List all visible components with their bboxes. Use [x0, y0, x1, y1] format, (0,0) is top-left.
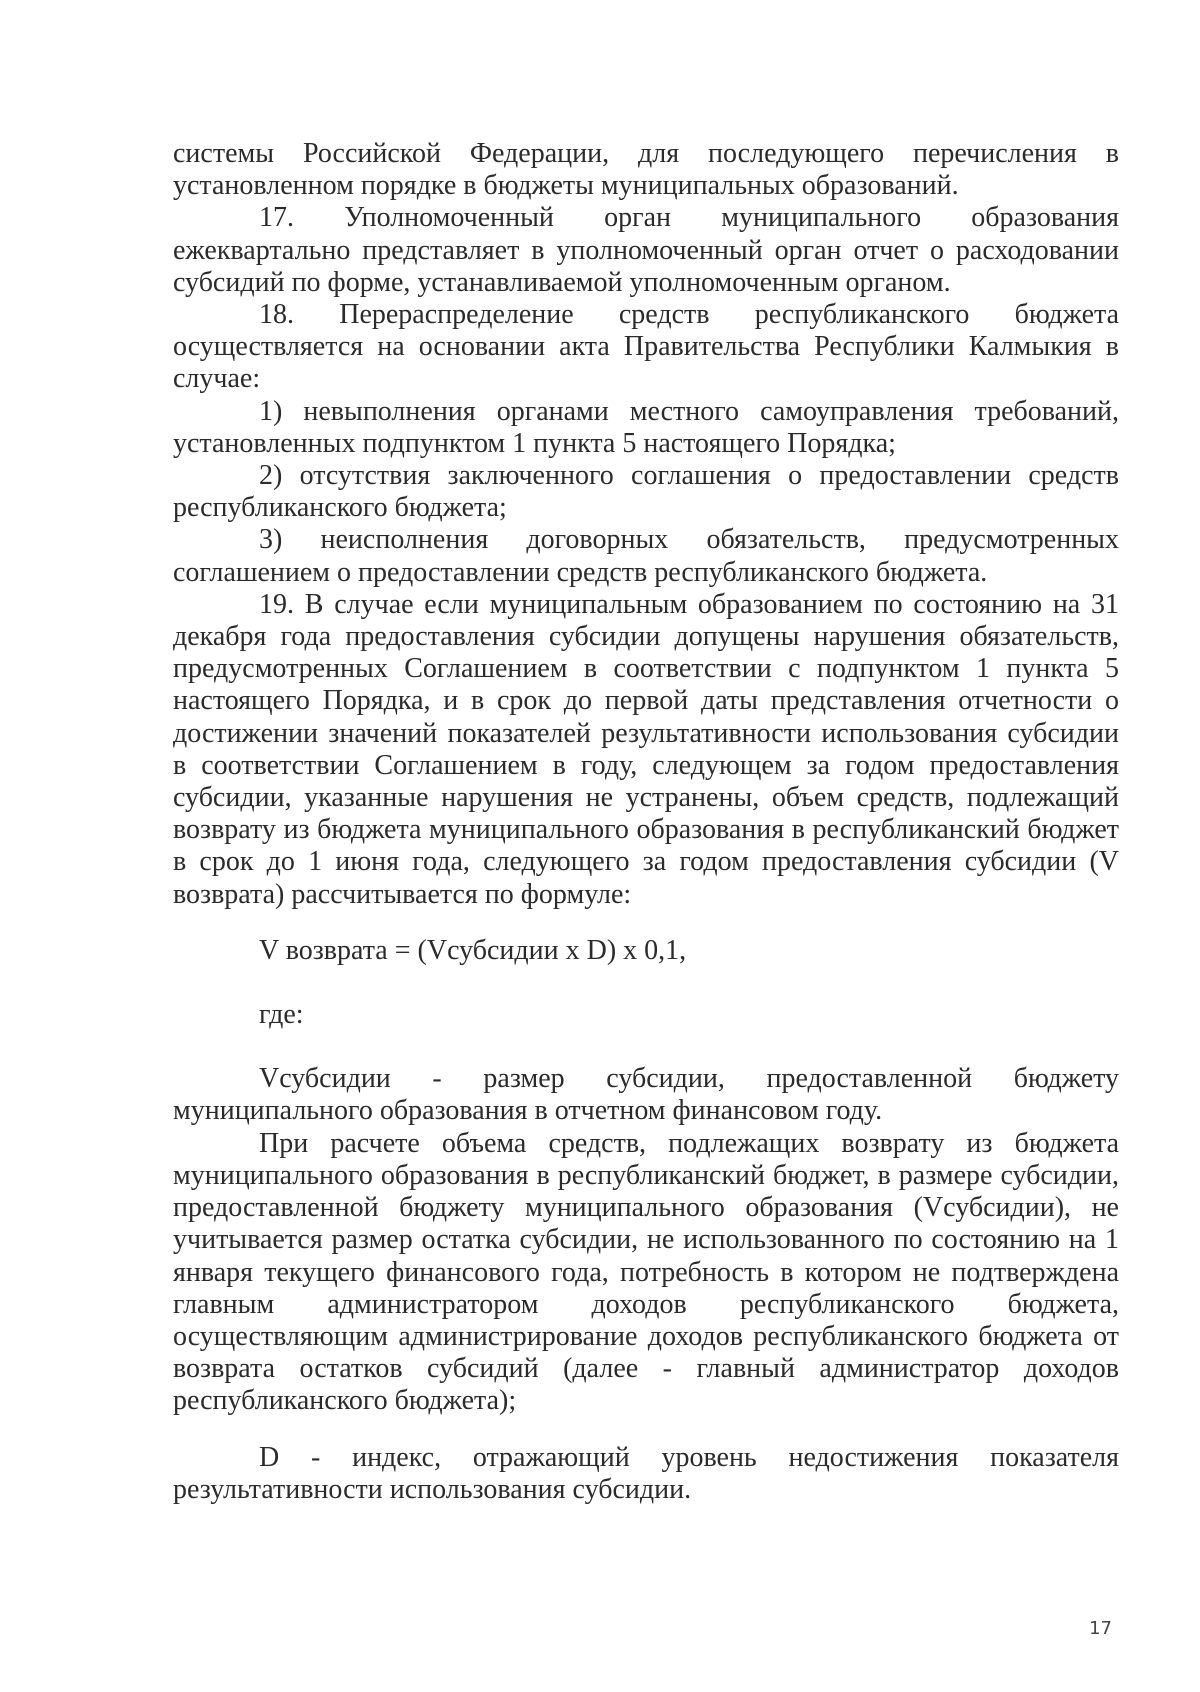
list-item-3: 3) неисполнения договорных обязательств, предусмотренных соглашением о предоставлении средств республиканского бюджета.	[173, 524, 1119, 588]
where-label: где:	[259, 999, 304, 1031]
list-item-1: 1) невыполнения органами местного самоуправления требований, установленных подпунктом 1 пункта 5 настоящего Порядка;	[173, 395, 1119, 459]
paragraph-18: 18. Перераспределение средств республиканского бюджета осуществляется на основании акта Правительства Республики Калмыкия в случае:	[173, 299, 1119, 395]
definition-d-index: D - индекс, отражающий уровень недостижения показателя результативности использования субсидии.	[173, 1441, 1119, 1505]
paragraph-19: 19. В случае если муниципальным образованием по состоянию на 31 декабря года предоставления субсидии допущены нарушения обязательств, предусмотренных Соглашением в соответствии с подпунктом 1 пункта 5 настоящего Порядка, и в срок до первой даты представления отчетности о достижении значений показателей результативности использования субсидии в соответствии Соглашением в году, следующем за годом предоставления субсидии, указанные нарушения не устранены, объем средств, подлежащий возврату из бюджета муниципального образования в республиканский бюджет в срок до 1 июня года, следующего за годом предоставления субсидии (V возврата) рассчитывается по формуле:	[173, 588, 1119, 910]
paragraph-calculation-note: При расчете объема средств, подлежащих возврату из бюджета муниципального образования в республиканский бюджет, в размере субсидии, предоставленной бюджету муниципального образования (Vсубсидии), не учитывается размер остатка субсидии, не использованного по состоянию на 1 января текущего финансового года, потребность в котором не подтверждена главным администратором доходов республиканского бюджета, осуществляющим администрирование доходов республиканского бюджета от возврата остатков субсидий (далее - главный администратор доходов республиканского бюджета);	[173, 1127, 1119, 1417]
list-item-2: 2) отсутствия заключенного соглашения о предоставлении средств республиканского бюджета;	[173, 460, 1119, 524]
page-number: 17	[1089, 1618, 1112, 1639]
definition-v-subsidy: Vсубсидии - размер субсидии, предоставленной бюджету муниципального образования в отчетном финансовом году.	[173, 1063, 1119, 1127]
paragraph-17: 17. Уполномоченный орган муниципального образования ежеквартально представляет в уполномоченный орган отчет о расходовании субсидий по форме, устанавливаемой уполномоченным органом.	[173, 202, 1119, 298]
paragraph-continuation: системы Российской Федерации, для последующего перечисления в установленном порядке в бюджеты муниципальных образований.	[173, 138, 1119, 202]
document-body	[173, 138, 1119, 1506]
formula: V возврата = (Vсубсидии x D) x 0,1,	[259, 934, 687, 966]
